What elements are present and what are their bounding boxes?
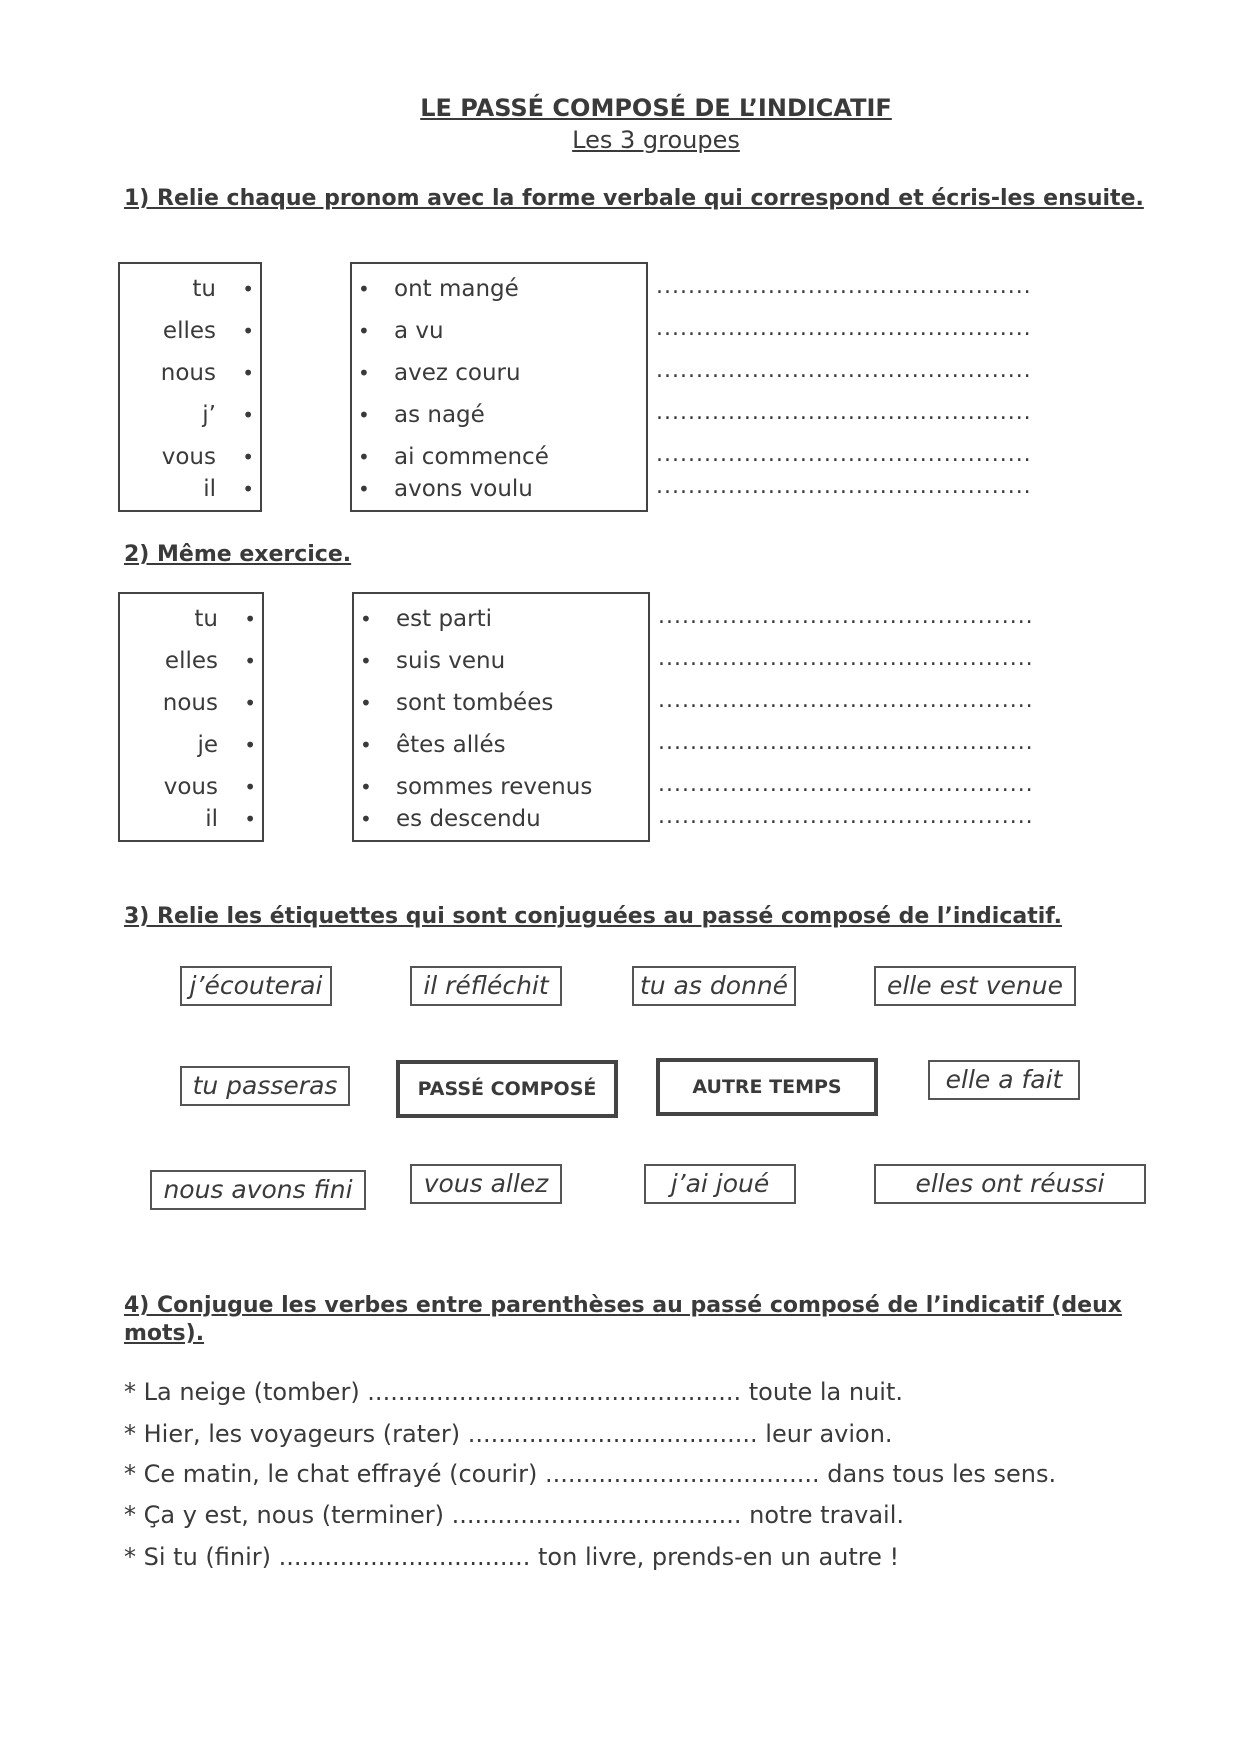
category-passe-compose[interactable]: PASSÉ COMPOSÉ xyxy=(396,1060,618,1118)
ex1-pronoun-row[interactable]: j’ • xyxy=(202,402,254,428)
sentence-line[interactable]: * Si tu (finir) ................................. ton livre, prends-en un autre ! xyxy=(124,1543,900,1571)
ex1-pronoun-row[interactable]: tu • xyxy=(192,276,254,302)
ex1-verb-box xyxy=(350,262,648,512)
ex2-pronoun-row[interactable]: tu • xyxy=(194,606,256,632)
exercise-1-heading: 1) Relie chaque pronom avec la forme verbale qui correspond et écris-les ensuite. xyxy=(124,186,1144,211)
ex1-pronoun-row[interactable]: nous • xyxy=(160,360,254,386)
ex2-answer-line[interactable]: ............................................... xyxy=(658,804,1034,829)
ex2-verb-row[interactable]: • sommes revenus xyxy=(360,774,593,800)
tag-label[interactable]: j’écouterai xyxy=(180,966,332,1006)
tag-label[interactable]: elle a fait xyxy=(928,1060,1080,1100)
ex2-verb-row[interactable]: • êtes allés xyxy=(360,732,506,758)
sentence-line[interactable]: * Ça y est, nous (terminer) ...................................... notre travail. xyxy=(124,1501,905,1529)
ex1-verb-row[interactable]: • ai commencé xyxy=(358,444,549,470)
ex1-verb-row[interactable]: • avez couru xyxy=(358,360,521,386)
ex2-verb-row[interactable]: • est parti xyxy=(360,606,493,632)
ex1-verb-row[interactable]: • as nagé xyxy=(358,402,485,428)
ex1-answer-line[interactable]: ............................................... xyxy=(656,442,1032,467)
ex1-answer-line[interactable]: ............................................... xyxy=(656,400,1032,425)
exercise-4-heading: 4) Conjugue les verbes entre parenthèses au passé composé de l’indicatif (deux mots). xyxy=(124,1293,1122,1346)
ex2-answer-line[interactable]: ............................................... xyxy=(658,688,1034,713)
page-subtitle: Les 3 groupes xyxy=(572,126,740,154)
ex1-answer-line[interactable]: ............................................... xyxy=(656,274,1032,299)
tag-label[interactable]: il réfléchit xyxy=(410,966,562,1006)
ex2-verb-row[interactable]: • sont tombées xyxy=(360,690,554,716)
ex2-verb-row[interactable]: • es descendu xyxy=(360,806,541,832)
ex2-answer-line[interactable]: ............................................... xyxy=(658,646,1034,671)
ex2-answer-line[interactable]: ............................................... xyxy=(658,604,1034,629)
sentence-line[interactable]: * Ce matin, le chat effrayé (courir) .................................... dans tous les sens. xyxy=(124,1460,1057,1488)
ex1-answer-line[interactable]: ............................................... xyxy=(656,316,1032,341)
exercise-2-heading: 2) Même exercice. xyxy=(124,542,352,567)
tag-label[interactable]: j’ai joué xyxy=(644,1164,796,1204)
sentence-line[interactable]: * La neige (tomber) ................................................. toute la nuit. xyxy=(124,1378,903,1406)
tag-label[interactable]: elle est venue xyxy=(874,966,1076,1006)
tag-label[interactable]: tu as donné xyxy=(632,966,796,1006)
ex2-pronoun-row[interactable]: il • xyxy=(205,806,256,832)
ex2-answer-line[interactable]: ............................................... xyxy=(658,730,1034,755)
ex1-pronoun-row[interactable]: vous • xyxy=(161,444,254,470)
tag-label[interactable]: tu passeras xyxy=(180,1066,350,1106)
ex2-pronoun-box xyxy=(118,592,264,842)
ex2-pronoun-row[interactable]: nous • xyxy=(162,690,256,716)
ex2-pronoun-row[interactable]: vous • xyxy=(163,774,256,800)
ex2-verb-box xyxy=(352,592,650,842)
ex2-pronoun-row[interactable]: je • xyxy=(197,732,256,758)
ex1-verb-row[interactable]: • ont mangé xyxy=(358,276,519,302)
category-autre-temps[interactable]: AUTRE TEMPS xyxy=(656,1058,878,1116)
ex1-pronoun-row[interactable]: il • xyxy=(203,476,254,502)
tag-label[interactable]: vous allez xyxy=(410,1164,562,1204)
ex2-pronoun-row[interactable]: elles • xyxy=(164,648,256,674)
ex1-verb-row[interactable]: • a vu xyxy=(358,318,444,344)
ex1-pronoun-row[interactable]: elles • xyxy=(162,318,254,344)
tag-label[interactable]: elles ont réussi xyxy=(874,1164,1146,1204)
page-title: LE PASSÉ COMPOSÉ DE L’INDICATIF xyxy=(420,94,892,122)
exercise-3-heading: 3) Relie les étiquettes qui sont conjuguées au passé composé de l’indicatif. xyxy=(124,904,1062,929)
ex1-verb-row[interactable]: • avons voulu xyxy=(358,476,533,502)
ex2-verb-row[interactable]: • suis venu xyxy=(360,648,506,674)
tag-label[interactable]: nous avons fini xyxy=(150,1170,366,1210)
ex2-answer-line[interactable]: ............................................... xyxy=(658,772,1034,797)
ex1-answer-line[interactable]: ............................................... xyxy=(656,474,1032,499)
sentence-line[interactable]: * Hier, les voyageurs (rater) ...................................... leur avion. xyxy=(124,1420,893,1448)
ex1-pronoun-box xyxy=(118,262,262,512)
ex1-answer-line[interactable]: ............................................... xyxy=(656,358,1032,383)
